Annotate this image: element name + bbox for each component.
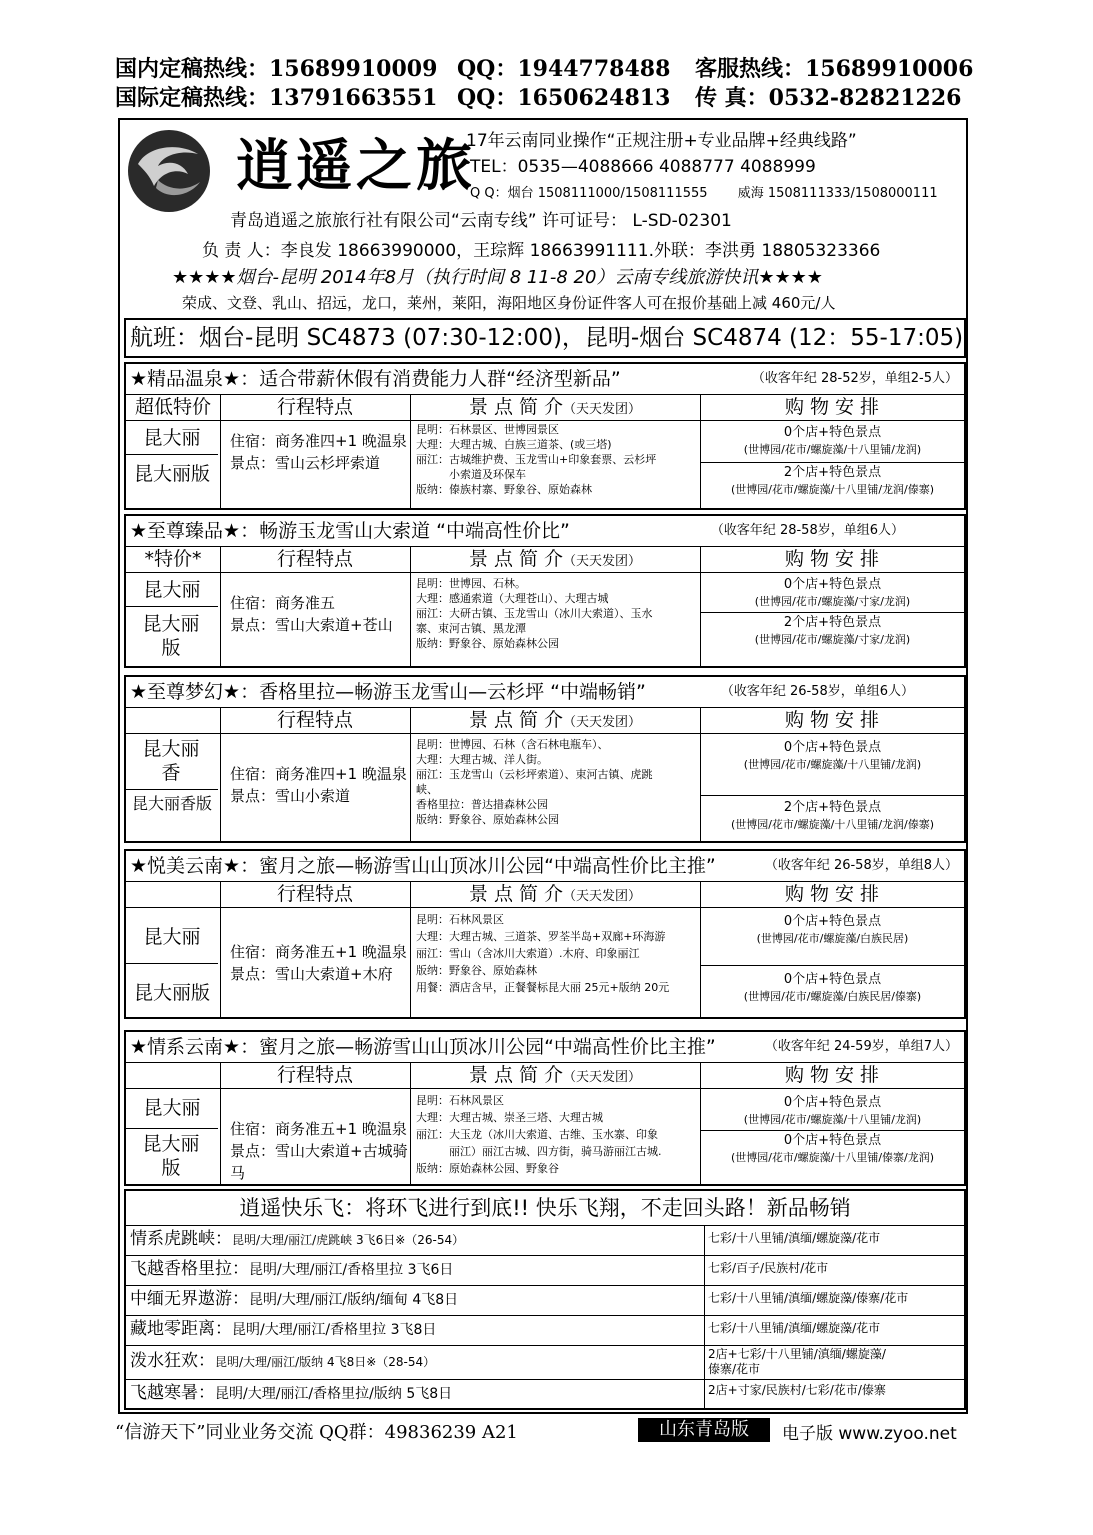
package-section bbox=[124, 1030, 966, 1186]
route-name: 泼水狂欢： bbox=[130, 1351, 215, 1371]
flyaround-section bbox=[124, 1189, 966, 1410]
section-title-text: ★悦美云南★：蜜月之旅—畅游雪山山顶冰川公园“中端高性价比主推” bbox=[130, 855, 716, 877]
table-header bbox=[126, 546, 964, 573]
age-range: （收客年纪 28-58岁，单组6人） bbox=[710, 523, 904, 538]
qq-label: Q Q： bbox=[470, 186, 508, 201]
spot-line: 大理：大理古城、白族三道茶、(或三塔) bbox=[416, 438, 612, 451]
spot-line: 用餐：酒店含早，正餐餐标昆大丽 25元+版纳 20元 bbox=[416, 981, 670, 994]
header-spots-text: 景 点 简 介 bbox=[468, 883, 564, 905]
route-category: 昆大丽版 bbox=[142, 1133, 200, 1179]
route-category: 昆大丽版 bbox=[133, 463, 210, 485]
header-features: 行程特点 bbox=[276, 709, 353, 731]
trip-features bbox=[230, 941, 408, 985]
spot-line: 峡、 bbox=[416, 783, 438, 796]
route-detail: 昆明/大理/丽江/版纳/缅甸 4飞8日 bbox=[249, 1292, 459, 1308]
spot-line: 寨、束河古镇、黑龙潭 bbox=[416, 622, 526, 635]
spot-line: 丽江：大研古镇、玉龙雪山（冰川大索道）、玉水 bbox=[416, 607, 653, 620]
route-shopping: 七彩/十八里铺/滇缅/螺旋藻/花市 bbox=[708, 1321, 881, 1335]
table-header bbox=[126, 707, 964, 734]
header-spots-note: （天天发团） bbox=[563, 889, 642, 904]
spot-list bbox=[416, 422, 656, 497]
age-range: （收客年纪 28-52岁，单组2-5人） bbox=[751, 371, 958, 386]
route-category: 昆大丽版 bbox=[133, 982, 210, 1004]
row-divider bbox=[701, 965, 964, 966]
telephone: TEL：0535—4088666 4088777 4088999 bbox=[470, 157, 816, 177]
spot-line: 大理：大理古城、三道茶、罗荃半岛+双廊+环海游 bbox=[416, 930, 666, 943]
shopping-option bbox=[701, 576, 964, 610]
shop-list: (世博园/花市/螺旋藻/十八里铺/傣寨/龙润) bbox=[730, 1151, 935, 1164]
route-category: 昆大丽香版 bbox=[132, 794, 213, 813]
fax-number: 传 真：0532-82821226 bbox=[695, 85, 962, 111]
table-header bbox=[126, 394, 964, 421]
regional-discount: 荣成、文登、乳山、招远，龙口，莱州，莱阳，海阳地区身份证件客人可在报价基础上减 460元/人 bbox=[182, 294, 836, 312]
featured-spot: 景点：雪山云杉坪索道 bbox=[230, 454, 381, 472]
spot-list bbox=[416, 737, 653, 827]
route-category: 昆大丽 bbox=[143, 926, 201, 948]
featured-spot: 景点：雪山大索道+古城骑马 bbox=[230, 1142, 408, 1182]
spot-line: 丽江）丽江古城、四方街，骑马游丽江古城. bbox=[416, 1145, 662, 1158]
contacts: 负 责 人：李良发 18663990000，王琮辉 18663991111.外联：李洪勇 18805323366 bbox=[202, 241, 881, 261]
package-section bbox=[124, 849, 966, 1019]
accommodation: 住宿：商务准四+1 晚温泉 bbox=[230, 765, 407, 783]
row-divider bbox=[126, 606, 218, 607]
shop-count: 0个店+特色景点 bbox=[783, 425, 882, 440]
route-row bbox=[126, 1379, 964, 1409]
row-divider bbox=[126, 789, 218, 790]
spot-line: 版纳：野象谷、原始森林公园 bbox=[416, 637, 559, 650]
accommodation: 住宿：商务准四+1 晚温泉 bbox=[230, 432, 407, 450]
shop-count: 0个店+特色景点 bbox=[783, 1133, 882, 1148]
shopping-option bbox=[701, 971, 964, 1005]
company-name-line: 青岛逍遥之旅旅行社有限公司“云南专线” 许可证号： L-SD-02301 bbox=[230, 211, 732, 231]
trip-features bbox=[230, 592, 408, 636]
accommodation: 住宿：商务准五+1 晚温泉 bbox=[230, 1120, 407, 1138]
spot-line: 版纳：野象谷、原始森林公园 bbox=[416, 813, 559, 826]
header-spots-note: （天天发团） bbox=[563, 554, 642, 569]
route-row bbox=[126, 1225, 964, 1256]
shop-list: (世博园/花市/螺旋藻/十八里铺/龙润/傣寨) bbox=[730, 818, 935, 831]
edition-badge: 山东青岛版 bbox=[638, 1418, 770, 1442]
age-range: （收客年纪 24-59岁，单组7人） bbox=[764, 1039, 958, 1054]
package-section bbox=[124, 675, 966, 843]
footer-group-info: “信游天下”同业业务交流 QQ群：49836239 A21 bbox=[115, 1422, 518, 1443]
featured-spot: 景点：雪山小索道 bbox=[230, 787, 351, 805]
domestic-qq: QQ：1944778488 bbox=[457, 56, 671, 82]
section-title-text: ★精品温泉★：适合带薪休假有消费能力人群“经济型新品” bbox=[130, 368, 621, 390]
price-tag-label: 超低特价 bbox=[134, 396, 211, 418]
route-name: 藏地零距离： bbox=[130, 1319, 232, 1339]
header-shopping: 购 物 安 排 bbox=[784, 1064, 880, 1086]
header-spots-note: （天天发团） bbox=[563, 715, 642, 730]
shop-count: 2个店+特色景点 bbox=[783, 800, 882, 815]
row-divider bbox=[126, 1128, 218, 1129]
ad-frame bbox=[118, 118, 968, 1414]
section-title bbox=[126, 516, 964, 547]
route-shopping: 傣寨/花市 bbox=[708, 1362, 761, 1376]
slogan: 17年云南同业操作“正规注册+专业品牌+经典线路” bbox=[466, 131, 857, 151]
header-spots-text: 景 点 简 介 bbox=[468, 709, 564, 731]
shop-count: 0个店+特色景点 bbox=[783, 577, 882, 592]
shopping-option bbox=[701, 799, 964, 833]
qq-yantai: 烟台 1508111000/1508111555 bbox=[507, 186, 708, 201]
spot-list bbox=[416, 911, 669, 996]
website-link[interactable]: 电子版 www.zyoo.net bbox=[782, 1424, 957, 1444]
row-divider bbox=[126, 963, 218, 964]
header-features: 行程特点 bbox=[276, 548, 353, 570]
row-divider bbox=[701, 1130, 964, 1131]
route-detail: 昆明/大理/丽江/香格里拉 3飞8日 bbox=[232, 1322, 437, 1338]
swallow-icon bbox=[128, 130, 210, 212]
shop-count: 0个店+特色景点 bbox=[783, 972, 882, 987]
spot-line: 丽江：大玉龙（冰川大索道、古维、玉水寨、印象 bbox=[416, 1128, 658, 1141]
domestic-hotline: 国内定稿热线：15689910009 bbox=[115, 56, 438, 82]
route-detail: 昆明/大理/丽江/香格里拉/版纳 5飞8日 bbox=[215, 1386, 453, 1402]
spot-line: 香格里拉：普达措森林公园 bbox=[416, 798, 548, 811]
shop-count: 0个店+特色景点 bbox=[783, 740, 882, 755]
section-title bbox=[126, 851, 964, 882]
shop-list: (世博园/花市/螺旋藻/寸家/龙润) bbox=[754, 595, 911, 608]
shop-count: 2个店+特色景点 bbox=[783, 465, 882, 480]
shopping-option bbox=[701, 464, 964, 498]
service-hotline: 客服热线：15689910006 bbox=[695, 56, 974, 82]
row-divider bbox=[126, 454, 218, 455]
accommodation: 住宿：商务准五+1 晚温泉 bbox=[230, 943, 407, 961]
accommodation: 住宿：商务准五 bbox=[230, 594, 336, 612]
section-title-text: ★至尊梦幻★：香格里拉—畅游玉龙雪山—云杉坪 “中端畅销” bbox=[130, 681, 646, 703]
header-features: 行程特点 bbox=[276, 396, 353, 418]
shop-count: 0个店+特色景点 bbox=[783, 1095, 882, 1110]
table-header bbox=[126, 1062, 964, 1089]
company-logo bbox=[128, 130, 210, 212]
shopping-option bbox=[701, 913, 964, 947]
route-shopping: 七彩/十八里铺/滇缅/螺旋藻/花市 bbox=[708, 1231, 881, 1245]
header-spots bbox=[410, 394, 700, 420]
route-name: 中缅无界遨游： bbox=[130, 1289, 249, 1309]
spot-line: 版纳：原始森林公园、野象谷 bbox=[416, 1162, 559, 1175]
spot-line: 丽江：古城维护费、玉龙雪山+印象套票、云杉坪 bbox=[416, 453, 657, 466]
spot-line: 版纳：野象谷、原始森林 bbox=[416, 964, 537, 977]
table-header bbox=[126, 881, 964, 908]
route-name: 情系虎跳峡： bbox=[130, 1229, 232, 1249]
shop-list: (世博园/花市/螺旋藻/十八里铺/龙润) bbox=[743, 443, 922, 456]
price-tag-label: *特价* bbox=[144, 548, 202, 570]
route-name: 飞越香格里拉： bbox=[130, 1259, 249, 1279]
shop-count: 2个店+特色景点 bbox=[783, 615, 882, 630]
shopping-option bbox=[701, 739, 964, 773]
spot-line: 大理：感通索道（大理苍山）、大理古城 bbox=[416, 592, 609, 605]
header-spots bbox=[410, 881, 700, 907]
spot-list bbox=[416, 1092, 662, 1177]
shopping-option bbox=[701, 614, 964, 648]
row-divider bbox=[701, 612, 964, 613]
section-title bbox=[126, 677, 964, 708]
header-spots-text: 景 点 简 介 bbox=[468, 1064, 564, 1086]
shop-list: (世博园/花市/螺旋藻/白族民居/傣寨) bbox=[743, 990, 922, 1003]
featured-spot: 景点：雪山大索道+木府 bbox=[230, 965, 393, 983]
package-section bbox=[124, 514, 966, 668]
header-spots bbox=[410, 1062, 700, 1088]
spot-line: 昆明：世博园、石林。 bbox=[416, 577, 526, 590]
spot-line: 大理：大理古城、崇圣三塔、大理古城 bbox=[416, 1111, 603, 1124]
shopping-option bbox=[701, 1094, 964, 1128]
spot-line: 昆明：石林风景区 bbox=[416, 913, 504, 926]
route-detail: 昆明/大理/丽江/虎跳峡 3飞6日※（26-54） bbox=[232, 1233, 465, 1247]
route-detail: 昆明/大理/丽江/版纳 4飞8日※（28-54） bbox=[215, 1355, 436, 1369]
header-spots-note: （天天发团） bbox=[563, 402, 642, 417]
header-shopping: 购 物 安 排 bbox=[784, 396, 880, 418]
package-section bbox=[124, 362, 966, 510]
header-shopping: 购 物 安 排 bbox=[784, 709, 880, 731]
intl-hotline: 国际定稿热线：13791663551 bbox=[115, 85, 438, 111]
route-shopping: 2店+寸家/民族村/七彩/花市/傣寨 bbox=[708, 1383, 886, 1397]
route-name: 飞越寒暑： bbox=[130, 1383, 215, 1403]
spot-line: 昆明：石林风景区 bbox=[416, 1094, 504, 1107]
header-features: 行程特点 bbox=[276, 1064, 353, 1086]
route-row bbox=[126, 1255, 964, 1286]
header-features: 行程特点 bbox=[276, 883, 353, 905]
shopping-option bbox=[701, 1132, 964, 1166]
row-divider bbox=[701, 462, 964, 463]
route-row bbox=[126, 1315, 964, 1346]
featured-spot: 景点：雪山大索道+苍山 bbox=[230, 616, 393, 634]
route-row bbox=[126, 1285, 964, 1316]
age-range: （收客年纪 26-58岁，单组8人） bbox=[764, 858, 958, 873]
route-category: 昆大丽香 bbox=[142, 738, 200, 784]
qq-numbers bbox=[470, 182, 938, 201]
route-shopping: 七彩/十八里铺/滇缅/螺旋藻/傣寨/花市 bbox=[708, 1291, 909, 1305]
trip-features bbox=[230, 763, 408, 807]
shop-list: (世博园/花市/螺旋藻/十八里铺/龙润/傣寨) bbox=[730, 483, 935, 496]
qq-weihai: 威海 1508111333/1508000111 bbox=[737, 186, 938, 201]
header-shopping: 购 物 安 排 bbox=[784, 548, 880, 570]
spot-line: 版纳：傣族村寨、野象谷、原始森林 bbox=[416, 483, 592, 496]
route-shopping: 七彩/百子/民族村/花市 bbox=[708, 1261, 829, 1275]
intl-qq: QQ：1650624813 bbox=[457, 85, 671, 111]
shop-list: (世博园/花市/螺旋藻/寸家/龙润) bbox=[754, 633, 911, 646]
spot-line: 昆明：石林景区、世博园景区 bbox=[416, 423, 559, 436]
header-spots bbox=[410, 546, 700, 572]
header-spots-note: （天天发团） bbox=[563, 1070, 642, 1085]
route-row bbox=[126, 1345, 964, 1380]
age-range: （收客年纪 26-58岁，单组6人） bbox=[720, 684, 914, 699]
route-category: 昆大丽版 bbox=[142, 613, 200, 659]
shop-count: 0个店+特色景点 bbox=[783, 914, 882, 929]
brand-name: 逍遥之旅 bbox=[236, 134, 476, 199]
shop-list: (世博园/花市/螺旋藻/十八里铺/龙润) bbox=[743, 758, 922, 771]
header-shopping: 购 物 安 排 bbox=[784, 883, 880, 905]
spot-line: 大理：大理古城、洋人街。 bbox=[416, 753, 548, 766]
flyaround-title: 逍遥快乐飞：将环飞进行到底!! 快乐飞翔，不走回头路！新品畅销 bbox=[126, 1191, 964, 1226]
section-title-text: ★至尊臻品★：畅游玉龙雪山大索道 “中端高性价比” bbox=[130, 520, 570, 542]
shop-list: (世博园/花市/螺旋藻/白族民居) bbox=[756, 932, 909, 945]
bulletin-title: ★★★★烟台-昆明 2014年8月（执行时间 8 11-8 20）云南专线旅游快讯★★★★ bbox=[172, 267, 823, 288]
section-title-text: ★情系云南★：蜜月之旅—畅游雪山山顶冰川公园“中端高性价比主推” bbox=[130, 1036, 716, 1058]
header-spots-text: 景 点 简 介 bbox=[468, 548, 564, 570]
header-spots-text: 景 点 简 介 bbox=[468, 396, 564, 418]
spot-line: 丽江：玉龙雪山（云杉坪索道）、束河古镇、虎跳 bbox=[416, 768, 653, 781]
route-detail: 昆明/大理/丽江/香格里拉 3飞6日 bbox=[249, 1262, 454, 1278]
trip-features bbox=[230, 1118, 408, 1184]
spot-line: 昆明：世博园、石林（含石林电瓶车）、 bbox=[416, 738, 609, 751]
header-spots bbox=[410, 707, 700, 733]
route-category: 昆大丽 bbox=[143, 427, 201, 449]
spot-line: 丽江：雪山（含冰川大索道）.木府、印象丽江 bbox=[416, 947, 640, 960]
route-shopping: 2店+七彩/十八里铺/滇缅/螺旋藻/ bbox=[708, 1347, 886, 1361]
shop-list: (世博园/花市/螺旋藻/十八里铺/龙润) bbox=[743, 1113, 922, 1126]
section-title bbox=[126, 1032, 964, 1063]
spot-list bbox=[416, 576, 653, 651]
row-divider bbox=[701, 795, 964, 796]
shopping-option bbox=[701, 424, 964, 458]
flight-info: 航班：烟台-昆明 SC4873 (07:30-12:00)，昆明-烟台 SC4874 (12：55-17:05) bbox=[124, 318, 966, 358]
route-category: 昆大丽 bbox=[143, 1097, 201, 1119]
route-category: 昆大丽 bbox=[143, 579, 201, 601]
section-title bbox=[126, 364, 964, 395]
trip-features bbox=[230, 430, 408, 474]
spot-line: 小索道及环保车 bbox=[416, 468, 526, 481]
